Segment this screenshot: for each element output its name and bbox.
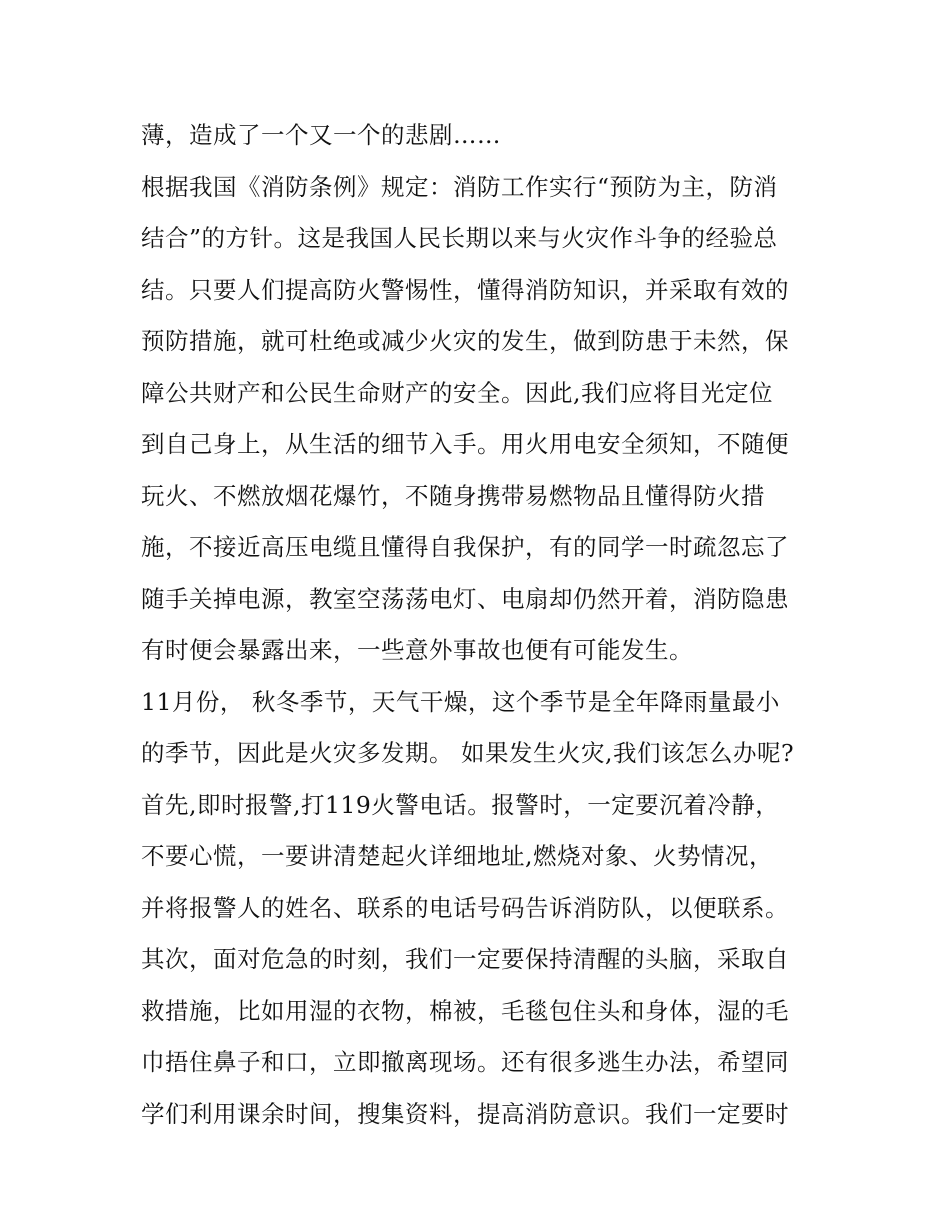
text-line: 随手关掉电源，教室空荡荡电灯、电扇却仍然开着，消防隐患 — [141, 584, 789, 613]
text-line: 并将报警人的姓名、联系的电话号码告诉消防队，以便联系。 — [141, 893, 789, 922]
text-line: 有时便会暴露出来，一些意外事故也便有可能发生。 — [141, 636, 693, 664]
text-line: 结。只要人们提高防火警惕性，懂得消防知识，并采取有效的 — [141, 275, 789, 304]
text-line: 施，不接近高压电缆且懂得自我保护，有的同学一时疏忽忘了 — [141, 533, 789, 561]
text-line: 巾捂住鼻子和口，立即撤离现场。还有很多逃生办法，希望同 — [141, 1048, 789, 1076]
text-line: 不要心慌，一要讲清楚起火详细地址,燃烧对象、火势情况， — [141, 842, 773, 870]
text-line: 学们利用课余时间，搜集资料，提高消防意识。我们一定要时 — [141, 1099, 789, 1128]
text-line: 11月份， 秋冬季节，天气干燥，这个季节是全年降雨量最小 — [141, 687, 780, 716]
text-line: 的季节，因此是火灾多发期。 如果发生火灾,我们该怎么办呢? — [141, 739, 795, 767]
text-line: 预防措施，就可杜绝或减少火灾的发生，做到防患于未然，保 — [141, 327, 789, 355]
text-line: 到自己身上，从生活的细节入手。用火用电安全须知，不随便 — [141, 430, 789, 458]
text-line: 薄，造成了一个又一个的悲剧…… — [141, 121, 501, 149]
text-line: 救措施，比如用湿的衣物，棉被，毛毯包住头和身体，湿的毛 — [141, 996, 789, 1025]
body-text — [141, 110, 821, 1140]
text-line: 其次，面对危急的时刻，我们一定要保持清醒的头脑，采取自 — [141, 945, 789, 973]
text-line: 结合”的方针。这是我国人民长期以来与火灾作斗争的经验总 — [141, 224, 778, 252]
text-line: 首先,即时报警,打119火警电话。报警时，一定要沉着冷静， — [141, 790, 780, 819]
text-line: 根据我国《消防条例》规定：消防工作实行“预防为主，防消 — [141, 172, 778, 201]
text-line: 玩火、不燃放烟花爆竹，不随身携带易燃物品且懂得防火措 — [141, 481, 765, 510]
text-line: 障公共财产和公民生命财产的安全。因此,我们应将目光定位 — [141, 378, 773, 407]
